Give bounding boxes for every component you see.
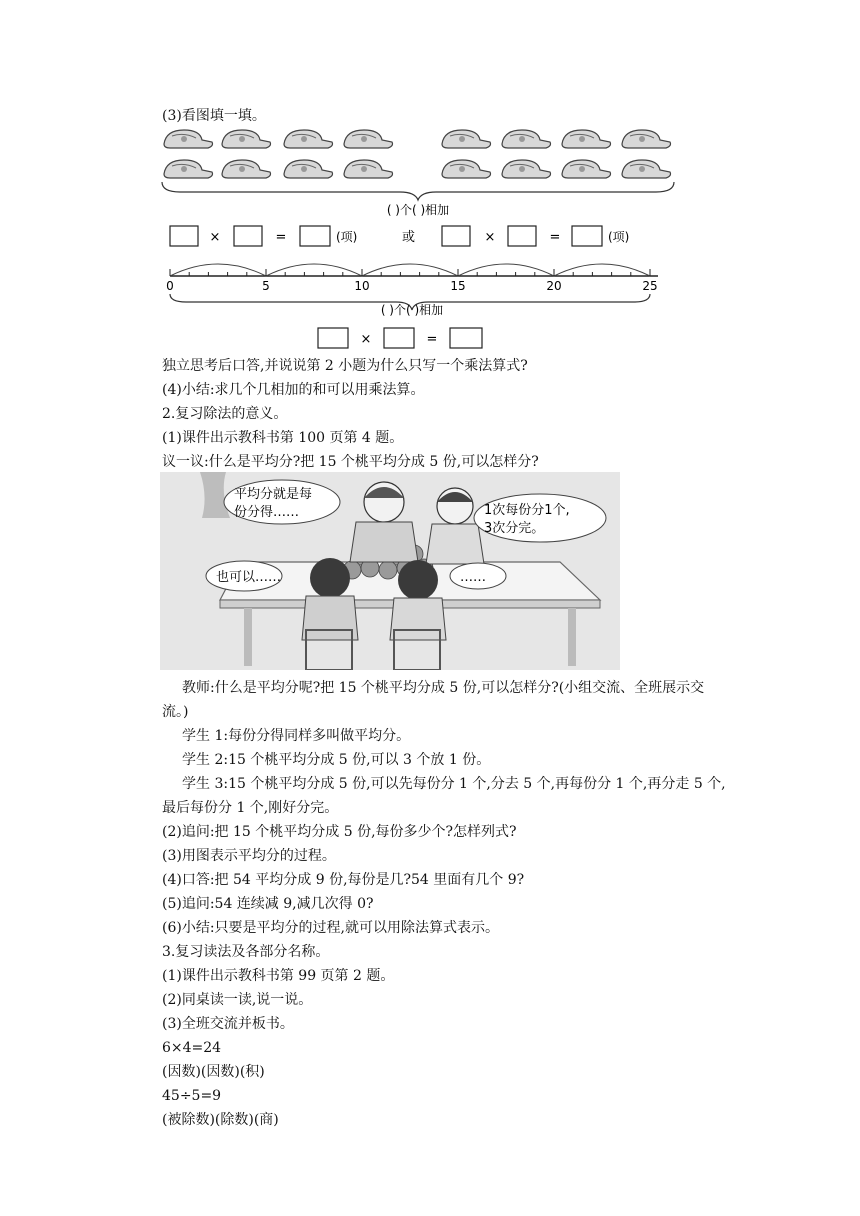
brace-label-2: ( )个( )相加 [380, 303, 444, 317]
svg-text:(项): (项) [608, 230, 630, 244]
brace-label-1: ( )个( )相加 [386, 203, 450, 217]
text-line: 3.复习读法及各部分名称。 [162, 944, 330, 960]
bubble-girl-line-2: 3次分完。 [484, 521, 545, 536]
text-line: (2)同桌读一读,说一说。 [162, 992, 313, 1008]
bubble-boy-line-1: 平均分就是每 [234, 487, 313, 502]
svg-text:=: = [426, 332, 438, 347]
classroom-illustration [160, 472, 620, 670]
text-line: (5)追问:54 连续减 9,减几次得 0? [162, 896, 374, 912]
text-line: (因数)(因数)(积) [162, 1064, 265, 1080]
bubble-girl-line-1: 1次每份分1个, [484, 503, 570, 518]
bubble-left: 也可以…… [216, 570, 282, 585]
text-line: 学生 2:15 个桃平均分成 5 份,可以 3 个放 1 份。 [182, 752, 491, 768]
number-line-label: 15 [450, 279, 466, 293]
svg-text:×: × [484, 230, 496, 245]
number-line-label: 5 [262, 279, 270, 293]
bubble-boy-line-2: 份分得…… [234, 505, 300, 520]
text-line: 学生 1:每份分得同样多叫做平均分。 [182, 728, 411, 744]
number-line-label: 20 [546, 279, 562, 293]
text-line: (1)课件出示教科书第 99 页第 2 题。 [162, 968, 395, 984]
text-line: (4)小结:求几个几相加的和可以用乘法算。 [162, 382, 425, 398]
text-line: 学生 3:15 个桃平均分成 5 份,可以先每份分 1 个,分去 5 个,再每份分 1 个,再分走 5 个, [182, 776, 726, 792]
number-line-label: 0 [166, 279, 174, 293]
svg-text:×: × [360, 332, 372, 347]
text-line: (3)用图表示平均分的过程。 [162, 848, 336, 864]
text-line: (6)小结:只要是平均分的过程,就可以用除法算式表示。 [162, 920, 499, 936]
text-line: (2)追问:把 15 个桃平均分成 5 份,每份多少个?怎样列式? [162, 824, 517, 840]
text-line: 2.复习除法的意义。 [162, 406, 288, 422]
text-line: 45÷5=9 [162, 1088, 222, 1104]
number-line-label: 25 [642, 279, 658, 293]
text-line: (1)课件出示教科书第 100 页第 4 题。 [162, 430, 404, 446]
svg-text:=: = [275, 230, 287, 245]
caps-number-line-figure [160, 122, 680, 352]
text-line: 独立思考后口答,并说说第 2 小题为什么只写一个乘法算式? [162, 358, 528, 374]
svg-text:(项): (项) [336, 230, 358, 244]
number-line-label: 10 [354, 279, 370, 293]
text-line: (4)口答:把 54 平均分成 9 份,每份是几?54 里面有几个 9? [162, 872, 525, 888]
bubble-right: …… [460, 570, 486, 585]
text-line: 议一议:什么是平均分?把 15 个桃平均分成 5 份,可以怎样分? [162, 454, 539, 470]
text-line: (3)看图填一填。 [162, 108, 266, 124]
text-line: 教师:什么是平均分呢?把 15 个桃平均分成 5 份,可以怎样分?(小组交流、全班展示交 [182, 680, 705, 696]
svg-text:=: = [549, 230, 561, 245]
text-line: 最后每份分 1 个,刚好分完。 [162, 800, 339, 816]
text-line: (3)全班交流并板书。 [162, 1016, 294, 1032]
text-line: 流。) [162, 704, 189, 720]
svg-text:或: 或 [402, 230, 416, 245]
text-line: 6×4=24 [162, 1040, 222, 1056]
svg-text:×: × [209, 230, 221, 245]
text-line: (被除数)(除数)(商) [162, 1112, 279, 1128]
